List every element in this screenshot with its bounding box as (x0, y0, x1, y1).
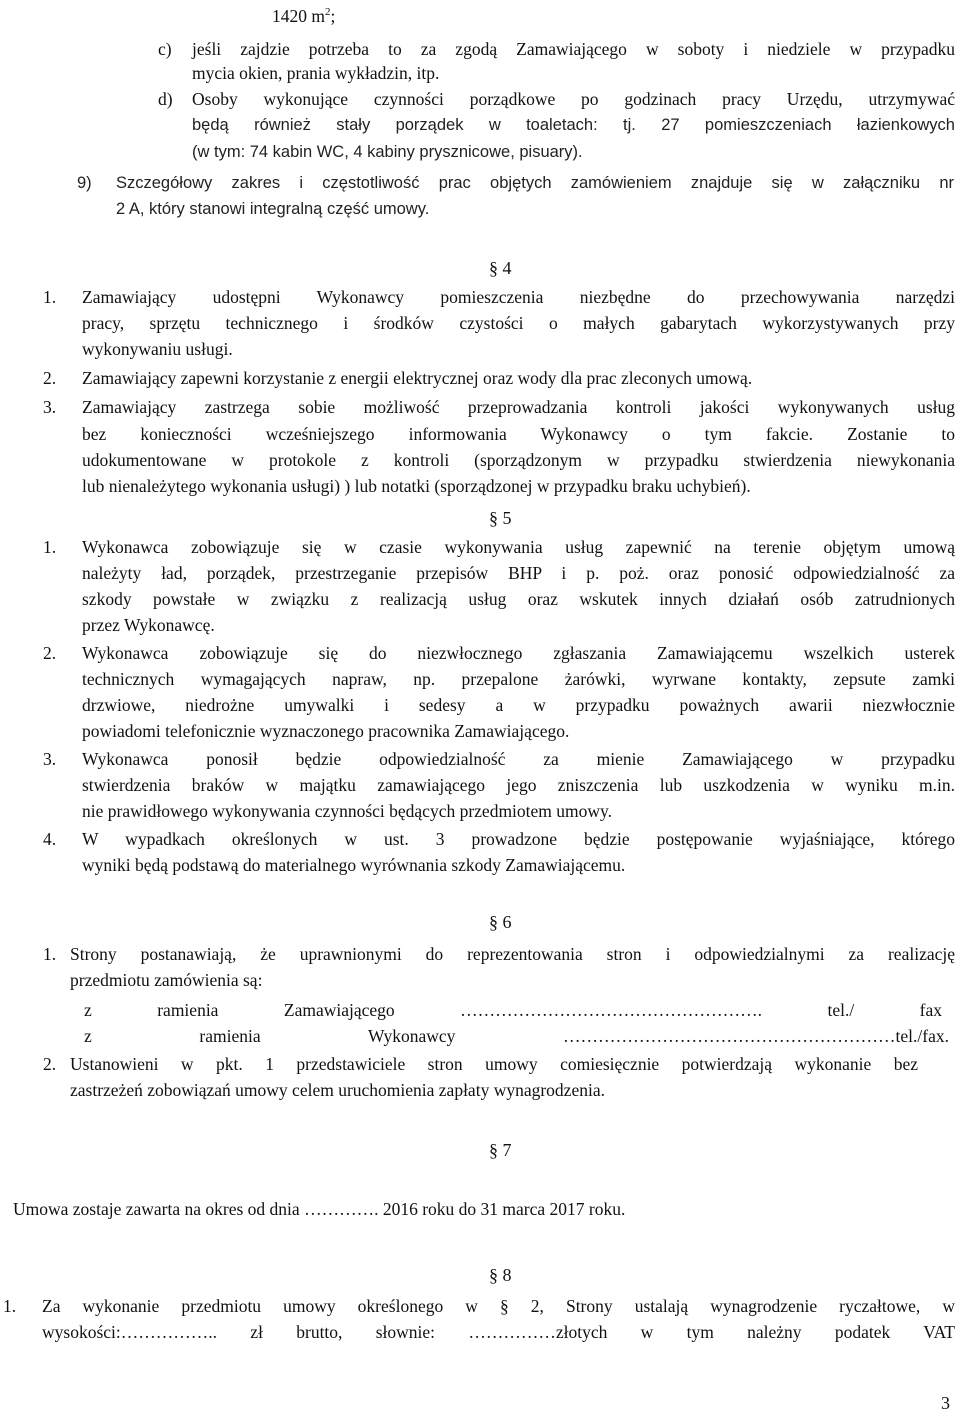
section-8-heading: § 8 (489, 1265, 512, 1285)
area-line (272, 3, 335, 29)
item-d-line2: będą również stały porządek w toaletach: tj. 27 pomieszczeniach łazienkowych (192, 116, 955, 134)
item-c-line2: mycia okien, prania wykładzin, itp. (192, 63, 440, 83)
s4-item3-number: 3. (43, 397, 57, 417)
s6-item2-number: 2. (43, 1054, 57, 1074)
s4-item2-number: 2. (43, 368, 57, 388)
s5-item3-line2: stwierdzenia braków w majątku zamawiającego jego zniszczenia lub uszkodzenia w wyniku m.in. (82, 775, 955, 795)
s8-item1-line2: wysokości:…………….. zł brutto, słownie: ……………złotych w tym należny podatek VAT (42, 1322, 955, 1342)
s4-item1-line1: Zamawiający udostępni Wykonawcy pomieszczenia niezbędne do przechowywania narzędzi (82, 287, 955, 307)
s5-item4-line1: W wypadkach określonych w ust. 3 prowadzone będzie postępowanie wyjaśniające, którego (82, 829, 955, 849)
item-d-line1: Osoby wykonujące czynności porządkowe po godzinach pracy Urzędu, utrzymywać (192, 89, 955, 109)
s4-item3-line3: udokumentowane w protokole z kontroli (sporządzonym w przypadku stwierdzenia niewykonania (82, 450, 955, 470)
item-c-line1: jeśli zajdzie potrzeba to za zgodą Zamawiającego w soboty i niedziele w przypadku (192, 39, 955, 59)
section-7-heading: § 7 (489, 1140, 512, 1160)
area-value: 1420 m (272, 6, 325, 26)
s5-item4-line2: wyniki będą podstawą do materialnego wyrównania szkody Zamawiającemu. (82, 855, 626, 875)
s6-representative-contractor: z ramienia Wykonawcy …………………………………………………tel./fax. (84, 1026, 949, 1046)
s4-item3-line4: lub nienależytego wykonania usługi) ) lub notatki (sporządzonej w przypadku braku uchybień). (82, 476, 751, 496)
s4-item1-line2: pracy, sprzętu technicznego i środków czystości o małych gabarytach wykorzystywanych przy (82, 313, 955, 333)
item-d-marker: d) (158, 89, 173, 109)
s5-item2-line4: powiadomi telefonicznie wyznaczonego pracownika Zamawiającego. (82, 721, 570, 741)
s6-item1-number: 1. (43, 944, 57, 964)
s5-item3-line3: nie prawidłowego wykonywania czynności będących przedmiotem umowy. (82, 801, 613, 821)
page-number: 3 (941, 1393, 950, 1413)
s5-item1-line2: należyty ład, porządek, przestrzeganie przepisów BHP i p. poż. oraz ponosić odpowiedzialność za (82, 563, 955, 583)
s5-item2-number: 2. (43, 643, 57, 663)
area-suffix: ; (330, 6, 336, 26)
s6-item1-line1: Strony postanawiają, że uprawnionymi do reprezentowania stron i odpowiedzialnymi za realizację (70, 944, 955, 964)
s6-item2-line2: zastrzeżeń zobowiązań umowy celem uruchomienia zapłaty wynagrodzenia. (70, 1080, 605, 1100)
s6-representative-employer: z ramienia Zamawiającego ……………………………………………. tel./ fax (84, 1000, 942, 1020)
s5-item1-line4: przez Wykonawcę. (82, 615, 215, 635)
s5-item2-line1: Wykonawca zobowiązuje się do niezwłocznego zgłaszania Zamawiającemu wszelkich usterek (82, 643, 955, 663)
s5-item1-line3: szkody powstałe w związku z realizacją usług oraz wskutek innych działań osób zatrudnionych (82, 589, 955, 609)
section-4-heading: § 4 (489, 258, 512, 278)
s5-item2-line2: technicznych wymagających napraw, np. przepalone żarówki, wyrwane kontakty, zepsute zamki (82, 669, 955, 689)
s4-item3-line1: Zamawiający zastrzega sobie możliwość przeprowadzania kontroli jakości wykonywanych usług (82, 397, 955, 417)
s4-item2-line1: Zamawiający zapewni korzystanie z energii elektrycznej oraz wody dla prac zleconych umową. (82, 368, 753, 388)
area-sup: 2 (325, 6, 331, 19)
s5-item3-line1: Wykonawca ponosił będzie odpowiedzialność za mienie Zamawiającego w przypadku (82, 749, 955, 769)
s4-item3-line2: bez konieczności wcześniejszego informowania Wykonawcy o tym fakcie. Zostanie to (82, 424, 955, 444)
s6-item1-line2: przedmiotu zamówienia są: (70, 970, 263, 990)
s4-item1-line3: wykonywaniu usługi. (82, 339, 233, 359)
item-9-line2: 2 A, który stanowi integralną część umowy. (116, 200, 430, 218)
s4-item1-number: 1. (43, 287, 57, 307)
item-c-marker: c) (158, 39, 172, 59)
section-6-heading: § 6 (489, 912, 512, 932)
s8-item1-number: 1. (3, 1296, 17, 1316)
item-9-marker: 9) (77, 174, 92, 192)
s8-item1-line1: Za wykonanie przedmiotu umowy określonego w § 2, Strony ustalają wynagrodzenie ryczałtowe, w (42, 1296, 955, 1316)
s7-text: Umowa zostaje zawarta na okres od dnia …………. 2016 roku do 31 marca 2017 roku. (13, 1199, 626, 1219)
item-d-line3: (w tym: 74 kabin WC, 4 kabiny prysznicowe, pisuary). (192, 143, 583, 161)
s5-item3-number: 3. (43, 749, 57, 769)
s6-item2-line1: Ustanowieni w pkt. 1 przedstawiciele stron umowy comiesięcznie potwierdzają wykonanie bez (70, 1054, 918, 1074)
s5-item1-number: 1. (43, 537, 57, 557)
s5-item2-line3: drzwiowe, niedrożne umywalki i sedesy a w przypadku poważnych awarii niezwłocznie (82, 695, 955, 715)
section-5-heading: § 5 (489, 508, 512, 528)
s5-item1-line1: Wykonawca zobowiązuje się w czasie wykonywania usług zapewnić na terenie objętym umową (82, 537, 955, 557)
item-9-line1: Szczegółowy zakres i częstotliwość prac objętych zamówieniem znajduje się w załączniku nr (116, 174, 954, 192)
s5-item4-number: 4. (43, 829, 57, 849)
